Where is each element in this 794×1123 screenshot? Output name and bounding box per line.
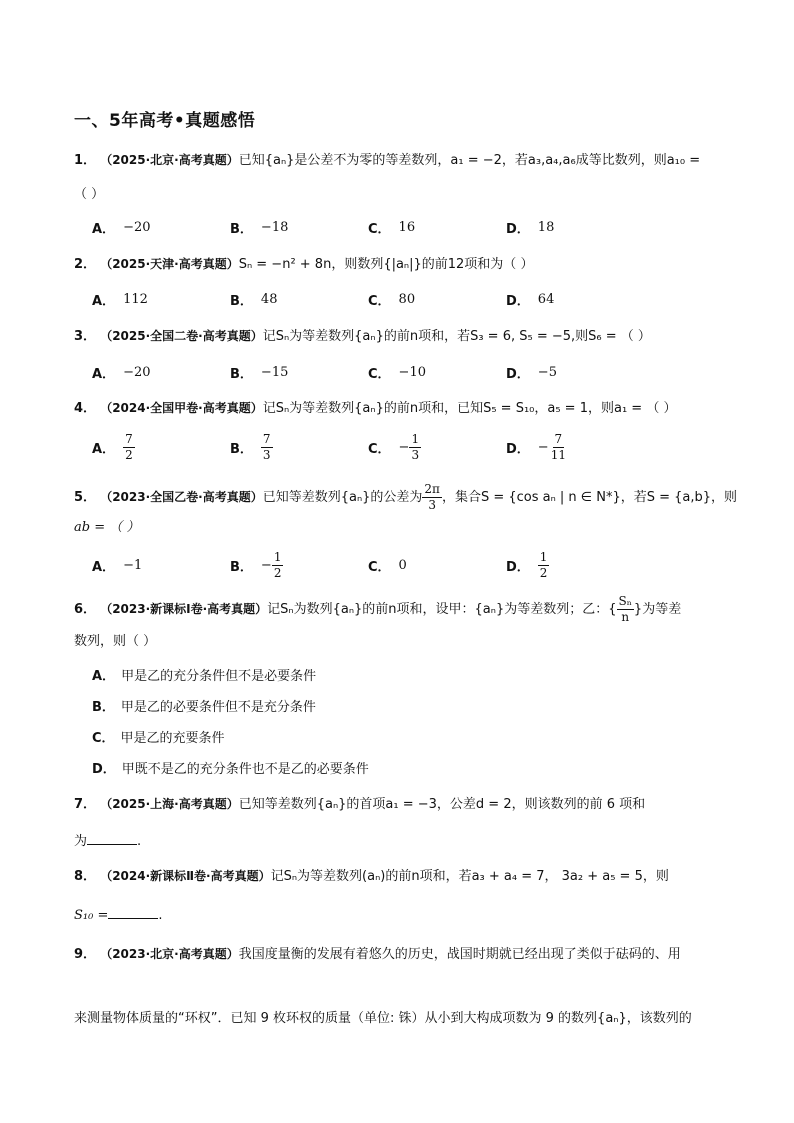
fraction-numerator: 1 bbox=[539, 550, 548, 564]
question-text-line2: 来测量物体质量的“环权”．已知 9 枚环权的质量（单位: 铢）从小到大构成项数为 9 的数列{aₙ}，该数列的 bbox=[74, 1011, 692, 1026]
question-number: 1． bbox=[74, 153, 97, 168]
option-value: 甲是乙的充分条件但不是必要条件 bbox=[121, 669, 317, 684]
question-fraction bbox=[422, 482, 442, 513]
question-4 bbox=[74, 398, 724, 419]
question-source: （2025·全国二卷·高考真题） bbox=[100, 329, 263, 343]
sentence-end: . bbox=[137, 834, 142, 849]
question-1-line2 bbox=[74, 185, 724, 205]
fraction-numerator: 2π bbox=[424, 482, 440, 496]
option-d[interactable] bbox=[506, 218, 644, 237]
question-text: 已知{aₙ}是公差不为零的等差数列，a₁ = −2，若a₃,a₄,a₆成等比数列，则a₁₀ = bbox=[238, 153, 701, 168]
option-letter: A． bbox=[92, 222, 116, 237]
option-fraction bbox=[409, 432, 421, 463]
option-value: 16 bbox=[398, 220, 416, 235]
question-text-line2: S₁₀ = bbox=[74, 908, 109, 923]
question-8-line2 bbox=[74, 906, 724, 926]
option-value: 0 bbox=[398, 558, 407, 573]
question-6 bbox=[74, 594, 724, 625]
option-letter: A． bbox=[92, 669, 116, 684]
option-letter: B． bbox=[230, 294, 253, 309]
option-value: −20 bbox=[123, 365, 151, 380]
question-source: （2024·全国甲卷·高考真题） bbox=[100, 401, 263, 415]
question-number: 5． bbox=[74, 490, 97, 505]
answer-blank[interactable] bbox=[87, 832, 137, 845]
question-text-line2: 为 bbox=[74, 834, 88, 849]
question-9-line2 bbox=[74, 1009, 734, 1029]
question-number: 4． bbox=[74, 401, 97, 416]
option-b[interactable] bbox=[230, 290, 368, 309]
option-value: 80 bbox=[398, 292, 416, 307]
fraction-numerator: 7 bbox=[125, 432, 133, 446]
question-number: 3． bbox=[74, 329, 97, 344]
option-value: 18 bbox=[537, 220, 555, 235]
option-letter: A． bbox=[92, 442, 116, 457]
option-letter: C． bbox=[368, 442, 391, 457]
question-5-options bbox=[92, 550, 644, 581]
fraction-denominator: 3 bbox=[262, 448, 271, 462]
option-fraction bbox=[538, 550, 550, 581]
option-c[interactable] bbox=[92, 727, 225, 746]
fraction-denominator: 11 bbox=[550, 448, 566, 462]
option-value: 64 bbox=[537, 292, 555, 307]
option-fraction bbox=[272, 550, 284, 581]
option-letter: B． bbox=[230, 560, 253, 575]
option-fraction bbox=[549, 432, 568, 463]
option-d[interactable] bbox=[506, 363, 644, 382]
question-2-options bbox=[92, 290, 644, 309]
option-d[interactable] bbox=[506, 290, 644, 309]
question-source: （2025·天津·高考真题） bbox=[100, 257, 239, 271]
question-text: 记Sₙ为数列{aₙ}的前n项和，设甲：{aₙ}为等差数列；乙：{ bbox=[267, 602, 617, 617]
option-letter: D． bbox=[506, 560, 530, 575]
question-source: （2025·上海·高考真题） bbox=[100, 797, 239, 811]
sentence-end: . bbox=[158, 908, 163, 923]
question-7 bbox=[74, 794, 724, 815]
option-letter: D． bbox=[506, 442, 530, 457]
option-letter: C． bbox=[368, 294, 391, 309]
answer-blank[interactable] bbox=[108, 906, 158, 919]
question-6-line2 bbox=[74, 632, 724, 652]
option-b[interactable] bbox=[230, 218, 368, 237]
question-7-line2 bbox=[74, 832, 724, 852]
question-text: 已知等差数列{aₙ}的首项a₁ = −3，公差d = 2，则该数列的前 6 项和 bbox=[238, 797, 646, 812]
option-d[interactable] bbox=[506, 432, 644, 463]
answer-parens: （ ） bbox=[74, 187, 105, 202]
fraction-denominator: 3 bbox=[411, 448, 420, 462]
fraction-denominator: 2 bbox=[125, 448, 133, 462]
option-letter: C． bbox=[368, 367, 391, 382]
fraction-denominator: 2 bbox=[273, 566, 282, 580]
fraction-numerator: 7 bbox=[554, 432, 563, 446]
option-letter: C． bbox=[368, 222, 391, 237]
question-5-line2 bbox=[74, 518, 724, 538]
question-9 bbox=[74, 944, 724, 965]
option-fraction bbox=[261, 432, 273, 463]
question-1-options bbox=[92, 218, 644, 237]
option-value: 112 bbox=[123, 292, 148, 307]
option-d[interactable] bbox=[92, 758, 369, 777]
option-d[interactable] bbox=[506, 550, 644, 581]
option-sign: − bbox=[398, 440, 410, 455]
question-source: （2023·新课标Ⅰ卷·高考真题） bbox=[100, 602, 268, 616]
option-letter: B． bbox=[92, 700, 115, 715]
option-letter: D． bbox=[506, 294, 530, 309]
question-text-line2: ab = （ ） bbox=[74, 520, 140, 535]
question-number: 8． bbox=[74, 869, 97, 884]
option-a[interactable] bbox=[92, 363, 230, 382]
question-8 bbox=[74, 866, 724, 887]
question-text: 已知等差数列{aₙ}的公差为 bbox=[262, 490, 423, 505]
question-number: 6． bbox=[74, 602, 97, 617]
question-1 bbox=[74, 150, 724, 171]
option-a[interactable] bbox=[92, 550, 230, 581]
question-fraction bbox=[617, 594, 634, 625]
question-4-options bbox=[92, 432, 644, 463]
option-b[interactable] bbox=[92, 696, 316, 715]
fraction-denominator: n bbox=[621, 610, 630, 624]
fraction-denominator: 2 bbox=[539, 566, 548, 580]
option-letter: A． bbox=[92, 294, 116, 309]
fraction-numerator: 1 bbox=[411, 432, 420, 446]
option-letter: C． bbox=[92, 731, 115, 746]
question-text: 我国度量衡的发展有着悠久的历史，战国时期就已经出现了类似于砝码的、用 bbox=[238, 947, 681, 962]
option-a[interactable] bbox=[92, 218, 230, 237]
option-letter: A． bbox=[92, 560, 116, 575]
option-letter: A． bbox=[92, 367, 116, 382]
option-b[interactable] bbox=[230, 432, 368, 463]
option-c[interactable] bbox=[368, 432, 506, 463]
question-text: Sₙ = −n² + 8n，则数列{|aₙ|}的前12项和为（ ） bbox=[238, 257, 534, 272]
question-number: 2． bbox=[74, 257, 97, 272]
question-text-line2: 数列，则（ ） bbox=[74, 634, 157, 649]
option-letter: D． bbox=[506, 222, 530, 237]
question-3-options bbox=[92, 363, 644, 382]
option-value: 甲既不是乙的充分条件也不是乙的必要条件 bbox=[121, 762, 369, 777]
option-letter: B． bbox=[230, 442, 253, 457]
option-letter: B． bbox=[230, 367, 253, 382]
question-text-cont: }为等差 bbox=[633, 602, 682, 617]
question-source: （2025·北京·高考真题） bbox=[100, 153, 239, 167]
fraction-numerator: 1 bbox=[273, 550, 282, 564]
fraction-numerator: Sₙ bbox=[618, 594, 632, 608]
question-source: （2023·北京·高考真题） bbox=[100, 947, 239, 961]
section-title: 一、5年高考•真题感悟 bbox=[74, 111, 256, 131]
question-2 bbox=[74, 254, 724, 275]
option-c[interactable] bbox=[368, 550, 506, 581]
question-number: 9． bbox=[74, 947, 97, 962]
option-c[interactable] bbox=[368, 290, 506, 309]
option-value: −20 bbox=[123, 220, 151, 235]
option-a[interactable] bbox=[92, 432, 230, 463]
option-letter: B． bbox=[230, 222, 253, 237]
question-source: （2023·全国乙卷·高考真题） bbox=[100, 490, 263, 504]
question-text-cont: ，集合S = {cos aₙ | n ∈ N*}，若S = {a,b}，则 bbox=[441, 490, 738, 505]
option-value: 甲是乙的必要条件但不是充分条件 bbox=[120, 700, 316, 715]
option-letter: D． bbox=[92, 762, 116, 777]
question-text: 记Sₙ为等差数列{aₙ}的前n项和，若S₃ = 6, S₅ = −5,则S₆ = （ ） bbox=[262, 329, 651, 344]
fraction-denominator: 3 bbox=[428, 498, 436, 512]
option-value: −1 bbox=[123, 558, 143, 573]
question-source: （2024·新课标Ⅱ卷·高考真题） bbox=[100, 869, 271, 883]
option-b[interactable] bbox=[230, 550, 368, 581]
option-sign: − bbox=[537, 440, 549, 455]
fraction-numerator: 7 bbox=[262, 432, 271, 446]
option-value: −15 bbox=[260, 365, 289, 380]
option-letter: C． bbox=[368, 560, 391, 575]
option-letter: D． bbox=[506, 367, 530, 382]
option-a[interactable] bbox=[92, 665, 316, 684]
question-text: 记Sₙ为等差数列{aₙ}的前n项和，已知S₅ = S₁₀，a₅ = 1，则a₁ = （ ） bbox=[262, 401, 677, 416]
question-5 bbox=[74, 482, 738, 513]
option-value: −5 bbox=[537, 365, 557, 380]
option-value: 48 bbox=[260, 292, 278, 307]
option-value: −18 bbox=[260, 220, 289, 235]
question-3 bbox=[74, 326, 724, 347]
option-fraction bbox=[123, 432, 135, 463]
question-number: 7． bbox=[74, 797, 97, 812]
option-value: −10 bbox=[398, 365, 426, 380]
option-b[interactable] bbox=[230, 363, 368, 382]
option-a[interactable] bbox=[92, 290, 230, 309]
question-text: 记Sₙ为等差数列(aₙ)的前n项和，若a₃ + a₄ = 7， 3a₂ + a₅ = 5，则 bbox=[270, 869, 669, 884]
option-c[interactable] bbox=[368, 218, 506, 237]
option-value: 甲是乙的充要条件 bbox=[120, 731, 225, 746]
option-sign: − bbox=[260, 558, 272, 573]
option-c[interactable] bbox=[368, 363, 506, 382]
